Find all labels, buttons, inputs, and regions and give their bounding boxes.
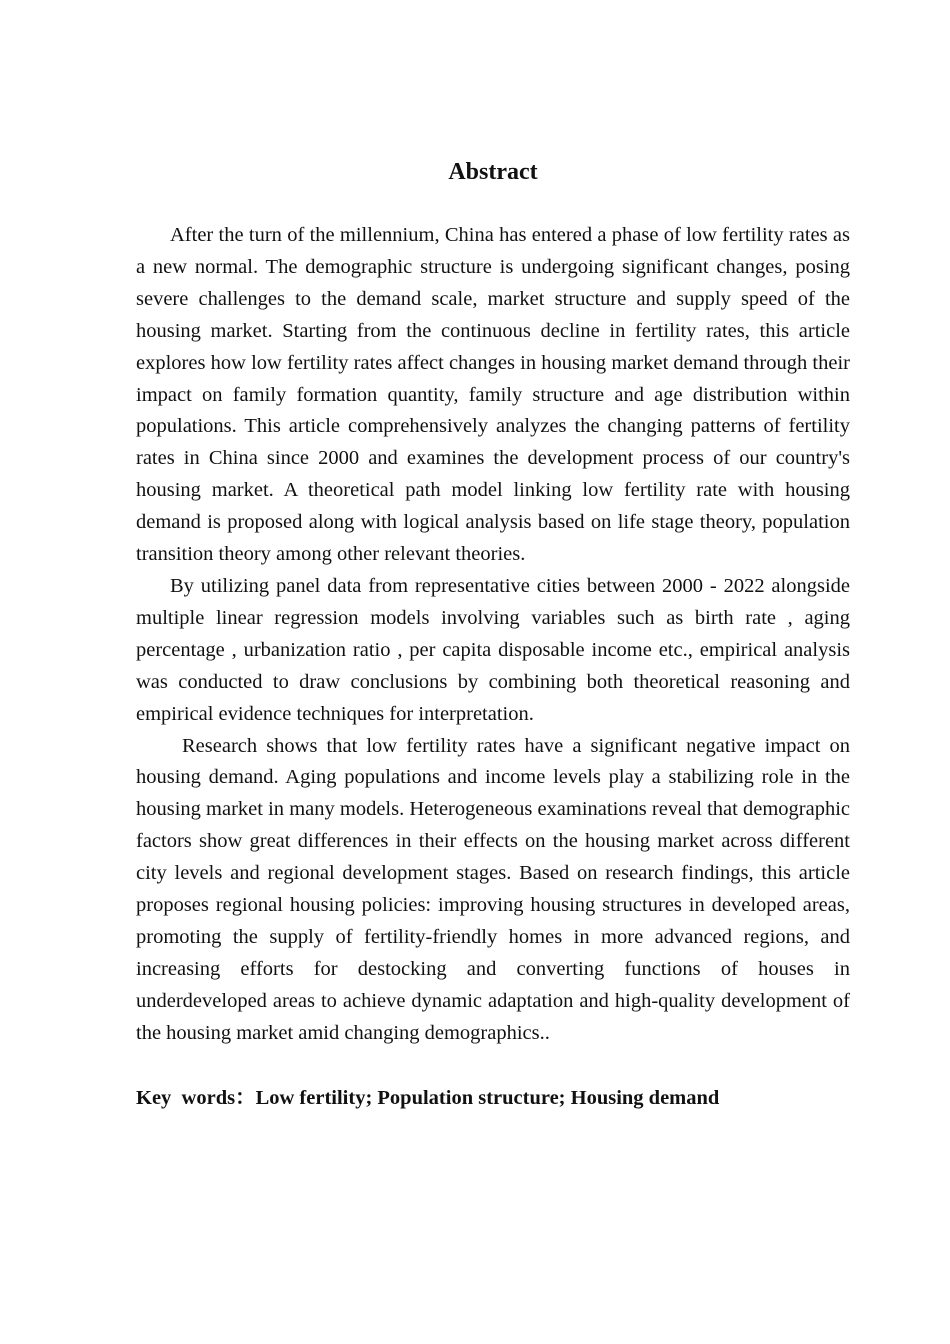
keywords-line	[136, 1083, 850, 1114]
abstract-paragraph-3: Research shows that low fertility rates have a significant negative impact on housing demand. Aging populations and income levels play a stabilizing role in the housing market in many models. Heterogeneous examinations reveal that demographic factors show great differences in their effects on the housing market across different city levels and regional development stages. Based on research findings, this article proposes regional housing policies: improving housing structures in developed areas, promoting the supply of fertility-friendly homes in more advanced regions, and increasing efforts for destocking and converting functions of houses in underdeveloped areas to achieve dynamic adaptation and high-quality development of the housing market amid changing demographics..	[136, 734, 850, 1044]
keywords-value: Low fertility; Population structure; Housing demand	[255, 1086, 720, 1109]
abstract-paragraph-2: By utilizing panel data from representative cities between 2000 - 2022 alongside multiple linear regression models involving variables such as birth rate , aging percentage , urbanization ratio , per capita disposable income etc., empirical analysis was conducted to draw conclusions by combining both theoretical reasoning and empirical evidence techniques for interpretation.	[136, 574, 850, 725]
keywords-label: Key words：	[136, 1086, 256, 1109]
abstract-paragraph-1: After the turn of the millennium, China has entered a phase of low fertility rates as a new normal. The demographic structure is undergoing significant changes, posing severe challenges to the demand scale, market structure and supply speed of the housing market. Starting from the continuous decline in fertility rates, this article explores how low fertility rates affect changes in housing market demand through their impact on family formation quantity, family structure and age distribution within populations. This article comprehensively analyzes the changing patterns of fertility rates in China since 2000 and examines the development process of our country's housing market. A theoretical path model linking low fertility rate with housing demand is proposed along with logical analysis based on life stage theory, population transition theory among other relevant theories.	[136, 224, 850, 566]
abstract-title: Abstract	[448, 159, 538, 185]
abstract-page	[136, 155, 850, 1114]
